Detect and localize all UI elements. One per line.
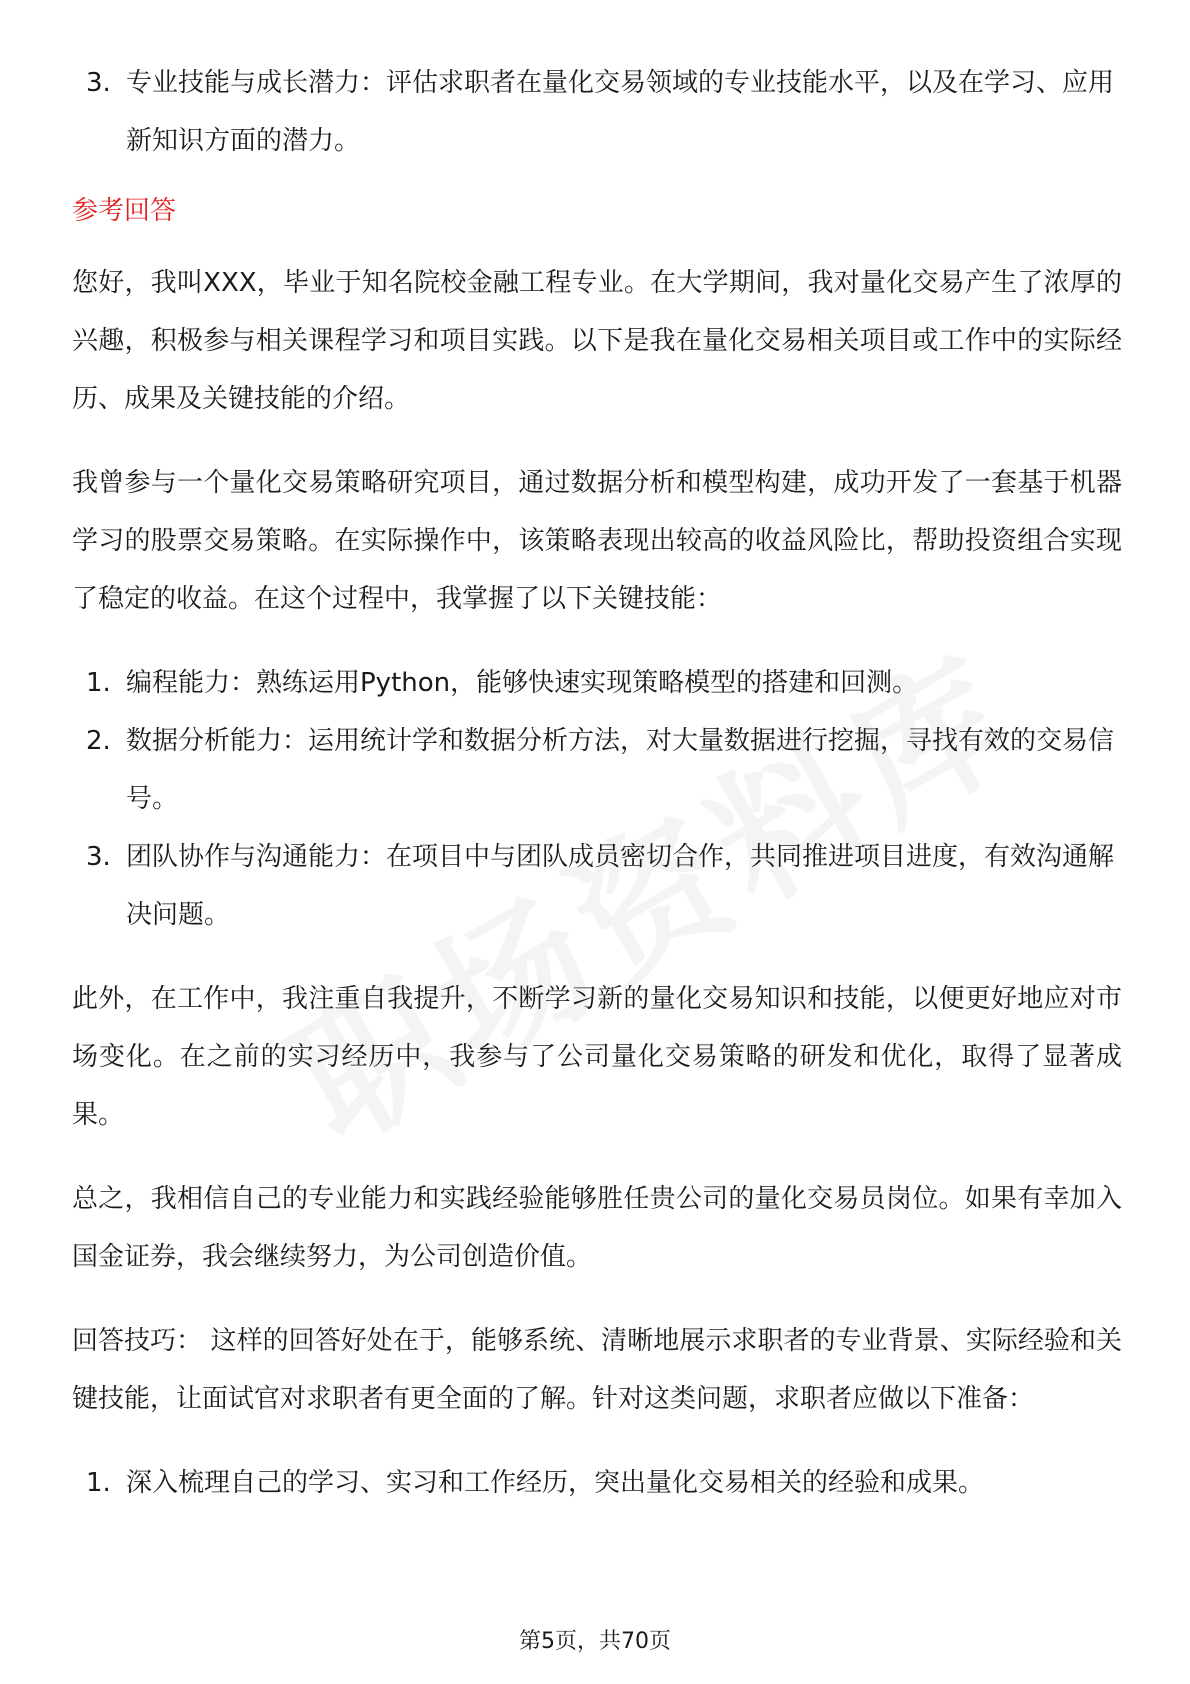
list-number: 3. bbox=[86, 842, 111, 872]
criteria-list bbox=[72, 54, 1122, 170]
list-text: 专业技能与成长潜力：评估求职者在量化交易领域的专业技能水平，以及在学习、应用新知识方面的潜力。 bbox=[126, 68, 1115, 156]
skills-list bbox=[72, 654, 1122, 944]
section-heading: 参考回答 bbox=[72, 196, 177, 226]
paragraph-intro: 您好，我叫XXX，毕业于知名院校金融工程专业。在大学期间，我对量化交易产生了浓厚的兴趣，积极参与相关课程学习和项目实践。以下是我在量化交易相关项目或工作中的实际经历、成果及关键技能的介绍。 bbox=[72, 268, 1122, 414]
list-number: 1. bbox=[86, 668, 111, 698]
list-item bbox=[72, 828, 1122, 944]
paragraph-tips: 回答技巧： 这样的回答好处在于，能够系统、清晰地展示求职者的专业背景、实际经验和关键技能，让面试官对求职者有更全面的了解。针对这类问题，求职者应做以下准备： bbox=[72, 1326, 1122, 1414]
list-item bbox=[72, 654, 1122, 712]
tips-list bbox=[72, 1454, 1122, 1512]
list-item bbox=[72, 54, 1122, 170]
paragraph-project: 我曾参与一个量化交易策略研究项目，通过数据分析和模型构建，成功开发了一套基于机器学习的股票交易策略。在实际操作中，该策略表现出较高的收益风险比，帮助投资组合实现了稳定的收益。在这个过程中，我掌握了以下关键技能： bbox=[72, 468, 1122, 614]
page-footer: 第5页，共70页 bbox=[519, 1629, 671, 1654]
list-text: 深入梳理自己的学习、实习和工作经历，突出量化交易相关的经验和成果。 bbox=[126, 1468, 985, 1498]
list-text: 数据分析能力：运用统计学和数据分析方法，对大量数据进行挖掘，寻找有效的交易信号。 bbox=[126, 726, 1115, 814]
list-number: 3. bbox=[86, 68, 111, 98]
list-number: 2. bbox=[86, 726, 111, 756]
list-item bbox=[72, 712, 1122, 828]
list-text: 团队协作与沟通能力：在项目中与团队成员密切合作，共同推进项目进度，有效沟通解决问题。 bbox=[126, 842, 1115, 930]
list-text: 编程能力：熟练运用Python，能够快速实现策略模型的搭建和回测。 bbox=[126, 668, 919, 698]
list-number: 1. bbox=[86, 1468, 111, 1498]
document-body bbox=[72, 54, 1122, 1512]
paragraph-work: 此外，在工作中，我注重自我提升，不断学习新的量化交易知识和技能，以便更好地应对市场变化。在之前的实习经历中，我参与了公司量化交易策略的研发和优化，取得了显著成果。 bbox=[72, 984, 1122, 1130]
list-item bbox=[72, 1454, 1122, 1512]
paragraph-summary: 总之，我相信自己的专业能力和实践经验能够胜任贵公司的量化交易员岗位。如果有幸加入国金证券，我会继续努力，为公司创造价值。 bbox=[72, 1184, 1122, 1272]
